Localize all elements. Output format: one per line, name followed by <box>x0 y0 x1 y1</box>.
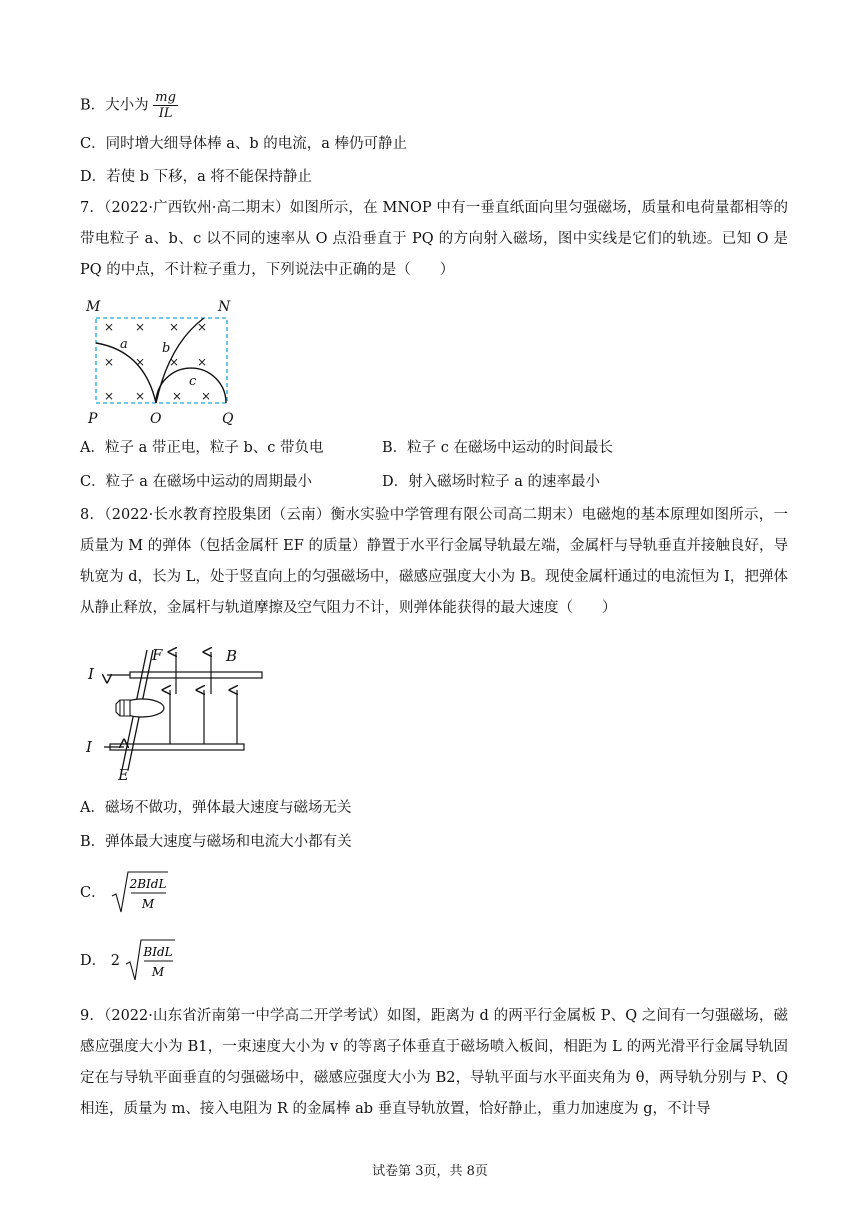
field-cross-mark: × <box>196 355 208 369</box>
fraction-denominator: M <box>151 965 164 979</box>
q8-option-d-sqrt <box>125 938 177 984</box>
label-p: P <box>88 411 98 427</box>
field-cross-mark: × <box>134 389 146 403</box>
q7-option-c: C．粒子 a 在磁场中运动的周期最小 <box>80 474 312 490</box>
q7-options-row-1 <box>80 438 780 458</box>
q9-stem: 9．（2022·山东省沂南第一中学高二开学考试）如图，距离为 d 的两平行金属板 P、Q 之间有一匀强磁场，磁感应强度大小为 B1，一束速度大小为 v 的等离子体垂直于磁场喷入板间，相距为 L 的两光滑平行金属导轨固定在与导轨平面垂直的匀强磁场中，磁感应强度大小为 B2，导轨平面与水平面夹角为 θ，两导轨分别与 P、Q 相连，质量为 m、接入电阻为 R 的金属棒 ab 垂直导轨放置，恰好静止，重力加速度为 g，不计导 <box>80 1008 788 1117</box>
q7-magnetic-field-figure <box>84 296 244 428</box>
fraction-numerator: 2BIdL <box>129 877 167 891</box>
field-cross-mark: × <box>103 320 115 334</box>
sqrt-symbol-icon <box>125 938 177 984</box>
label-b: B <box>226 647 238 665</box>
label-c: c <box>189 374 197 389</box>
field-cross-mark: × <box>134 320 146 334</box>
q8-stem: 8．（2022·长水教育控股集团（云南）衡水实验中学管理有限公司高二期末）电磁炮的基本原理如图所示，一质量为 M 的弹体（包括金属杆 EF 的质量）静置于水平行金属导轨最左端，金属杆与导轨垂直并接触良好，导轨宽为 d，长为 L，处于竖直向上的匀强磁场中，磁感应强度大小为 B。现使金属杆通过的电流恒为 I，把弹体从静止释放，金属杆与轨道摩擦及空气阻力不计，则弹体能获得的最大速度（ ） <box>80 507 788 616</box>
q8-option-d <box>80 938 177 984</box>
q6-option-d: D．若使 b 下移，a 将不能保持静止 <box>80 169 312 185</box>
label-current-bottom: I <box>86 738 92 756</box>
fraction-numerator: BIdL <box>142 945 173 959</box>
label-f: F <box>152 646 163 664</box>
field-cross-mark: × <box>168 355 180 369</box>
fraction-denominator: M <box>142 897 155 911</box>
q8-option-a: A．磁场不做功，弹体最大速度与磁场无关 <box>80 800 352 816</box>
q6-option-b-prefix: B．大小为 <box>80 97 149 114</box>
q8-option-c <box>80 870 170 916</box>
q8-option-d-prefix: D． <box>80 953 107 969</box>
fraction-denominator: IL <box>158 106 173 121</box>
lower-rail <box>110 744 244 750</box>
q8-railgun-figure <box>82 642 272 782</box>
q6-option-c: C．同时增大细导体棒 a、b 的电流，a 棒仍可静止 <box>80 136 407 152</box>
field-cross-mark: × <box>168 320 180 334</box>
q8-option-d-coefficient: 2 <box>110 953 120 969</box>
projectile-head <box>116 700 130 716</box>
field-cross-mark: × <box>103 389 115 403</box>
label-q: Q <box>222 411 234 427</box>
q7-stem: 7．（2022·广西钦州·高二期末）如图所示，在 MNOP 中有一垂直纸面向里匀强磁场，质量和电荷量都相等的带电粒子 a、b、c 以不同的速率从 O 点沿垂直于 PQ 的方向射入磁场，图中实线是它们的轨迹。已知 O 是 PQ 的中点，不计粒子重力，下列说法中正确的是（ ） <box>80 200 788 278</box>
label-e: E <box>118 766 129 782</box>
q8-option-c-sqrt <box>110 870 170 916</box>
sqrt-symbol-icon <box>110 870 170 916</box>
q7-option-d: D．射入磁场时粒子 a 的速率最小 <box>382 474 600 490</box>
label-n: N <box>218 299 231 315</box>
field-cross-mark: × <box>103 355 115 369</box>
label-m: M <box>86 299 101 315</box>
fraction-numerator: mg <box>155 90 176 105</box>
field-cross-mark: × <box>134 355 146 369</box>
upper-rail <box>130 672 262 678</box>
label-b: b <box>162 341 171 356</box>
q6-option-b-fraction <box>153 90 178 121</box>
field-cross-mark: × <box>196 320 208 334</box>
label-o: O <box>150 411 162 427</box>
q7-option-a: A．粒子 a 带正电，粒子 b、c 带负电 <box>80 440 324 456</box>
page-footer: 试卷第 3页，共 8页 <box>372 1164 488 1179</box>
q7-options-row-2 <box>80 472 780 492</box>
field-cross-mark: × <box>171 389 183 403</box>
q6-option-b <box>80 90 178 121</box>
field-cross-mark: × <box>200 389 212 403</box>
q8-option-b: B．弹体最大速度与磁场和电流大小都有关 <box>80 834 352 850</box>
q8-option-c-prefix: C． <box>80 885 106 901</box>
label-current-top: I <box>88 665 94 683</box>
q7-option-b: B．粒子 c 在磁场中运动的时间最长 <box>382 440 613 456</box>
label-a: a <box>120 337 128 352</box>
